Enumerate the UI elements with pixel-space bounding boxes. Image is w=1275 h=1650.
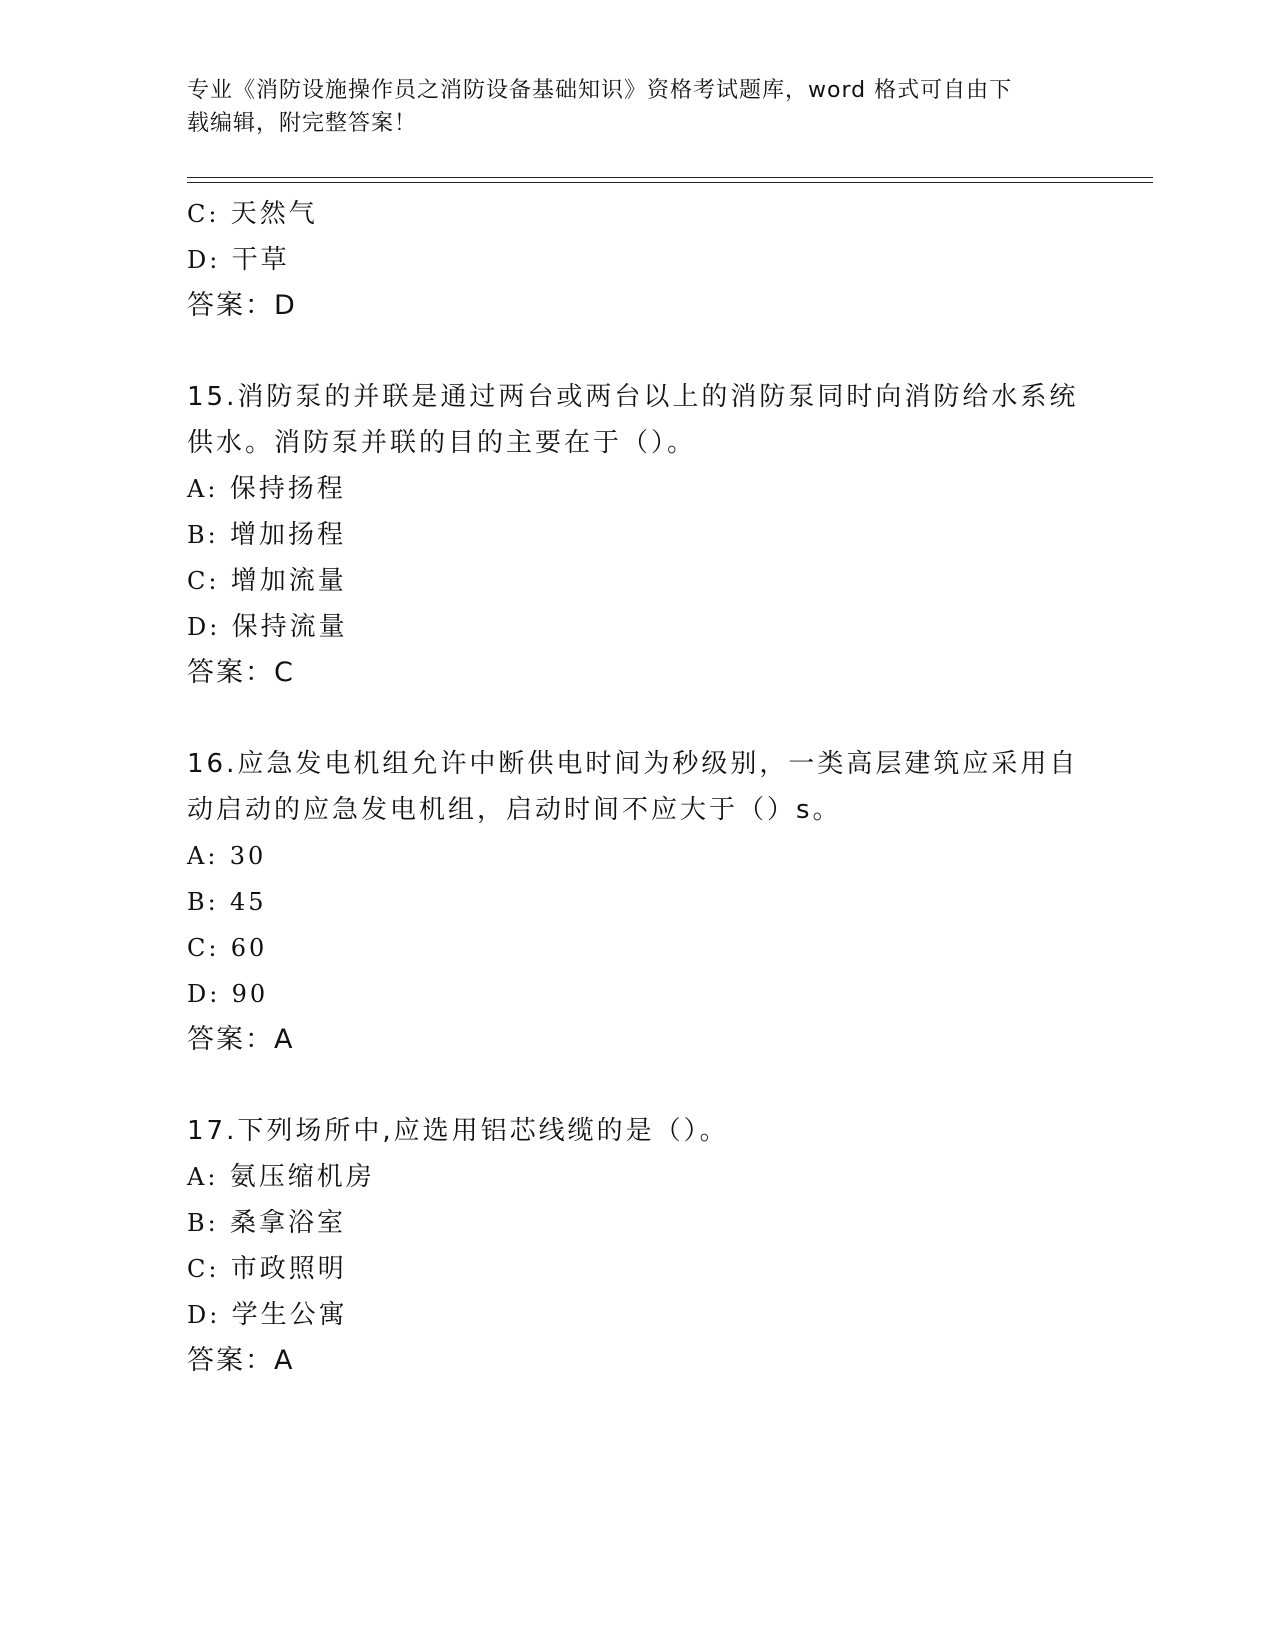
option-row xyxy=(187,466,1117,512)
option-letter: C: xyxy=(187,934,220,962)
option-row xyxy=(187,1246,1117,1292)
option-text: 氨压缩机房 xyxy=(229,1162,375,1192)
option-letter: D: xyxy=(187,246,221,274)
option-text: 增加流量 xyxy=(230,566,347,596)
header-divider-top xyxy=(187,177,1153,178)
answer-line: 答案：D xyxy=(187,290,297,321)
question-text-line: 17.下列场所中,应选用铝芯线缆的是（）。 xyxy=(187,1116,729,1146)
option-letter: B: xyxy=(187,1209,219,1237)
option-text: 天然气 xyxy=(230,199,318,229)
header-line-1: 专业《消防设施操作员之消防设备基础知识》资格考试题库，word 格式可自由下 xyxy=(187,78,1013,103)
option-row xyxy=(187,512,1117,558)
document-header xyxy=(187,74,1087,140)
option-row xyxy=(187,1292,1117,1338)
question-text-line: 16.应急发电机组允许中断供电时间为秒级别，一类高层建筑应采用自 xyxy=(187,749,1079,779)
option-letter: D: xyxy=(187,1301,221,1329)
option-text: 市政照明 xyxy=(230,1254,347,1284)
option-row xyxy=(187,191,1117,237)
spacer xyxy=(187,329,1117,374)
question-text-line: 15.消防泵的并联是通过两台或两台以上的消防泵同时向消防给水系统 xyxy=(187,382,1079,412)
answer-line: 答案：A xyxy=(187,1024,295,1055)
option-text: 30 xyxy=(229,842,267,870)
option-letter: C: xyxy=(187,567,220,595)
prev-question-block xyxy=(187,191,1117,329)
question-block-15 xyxy=(187,374,1117,696)
question-text xyxy=(187,1108,1117,1154)
question-text-line: 动启动的应急发电机组，启动时间不应大于（）s。 xyxy=(187,795,842,825)
option-text: 45 xyxy=(230,888,267,916)
option-letter: A: xyxy=(187,475,219,503)
option-row xyxy=(187,879,1117,925)
option-letter: B: xyxy=(187,888,219,916)
option-letter: C: xyxy=(187,200,220,228)
option-row xyxy=(187,1154,1117,1200)
option-letter: D: xyxy=(187,613,221,641)
option-row xyxy=(187,833,1117,879)
spacer xyxy=(187,1063,1117,1108)
option-row xyxy=(187,971,1117,1017)
question-text xyxy=(187,374,1117,466)
option-text: 90 xyxy=(231,980,269,1008)
option-text: 学生公寓 xyxy=(231,1300,348,1330)
question-text-line: 供水。消防泵并联的目的主要在于（）。 xyxy=(187,428,697,458)
answer-line: 答案：A xyxy=(187,1345,295,1376)
option-text: 保持扬程 xyxy=(229,474,346,504)
option-letter: A: xyxy=(187,1163,219,1191)
option-text: 保持流量 xyxy=(231,612,348,642)
option-row xyxy=(187,558,1117,604)
spacer xyxy=(187,696,1117,741)
answer-line: 答案：C xyxy=(187,657,295,688)
option-row xyxy=(187,1200,1117,1246)
question-block-17 xyxy=(187,1108,1117,1384)
option-text: 桑拿浴室 xyxy=(230,1208,347,1238)
header-line-2: 载编辑，附完整答案！ xyxy=(187,111,418,136)
option-letter: C: xyxy=(187,1255,220,1283)
question-block-16 xyxy=(187,741,1117,1063)
option-text: 增加扬程 xyxy=(230,520,347,550)
option-text: 60 xyxy=(230,934,268,962)
option-row xyxy=(187,237,1117,283)
option-text: 干草 xyxy=(231,245,290,275)
header-divider-bottom xyxy=(187,182,1153,183)
option-letter: B: xyxy=(187,521,219,549)
option-letter: A: xyxy=(187,842,219,870)
option-letter: D: xyxy=(187,980,221,1008)
question-text xyxy=(187,741,1117,833)
option-row xyxy=(187,604,1117,650)
option-row xyxy=(187,925,1117,971)
question-list xyxy=(187,191,1117,1384)
